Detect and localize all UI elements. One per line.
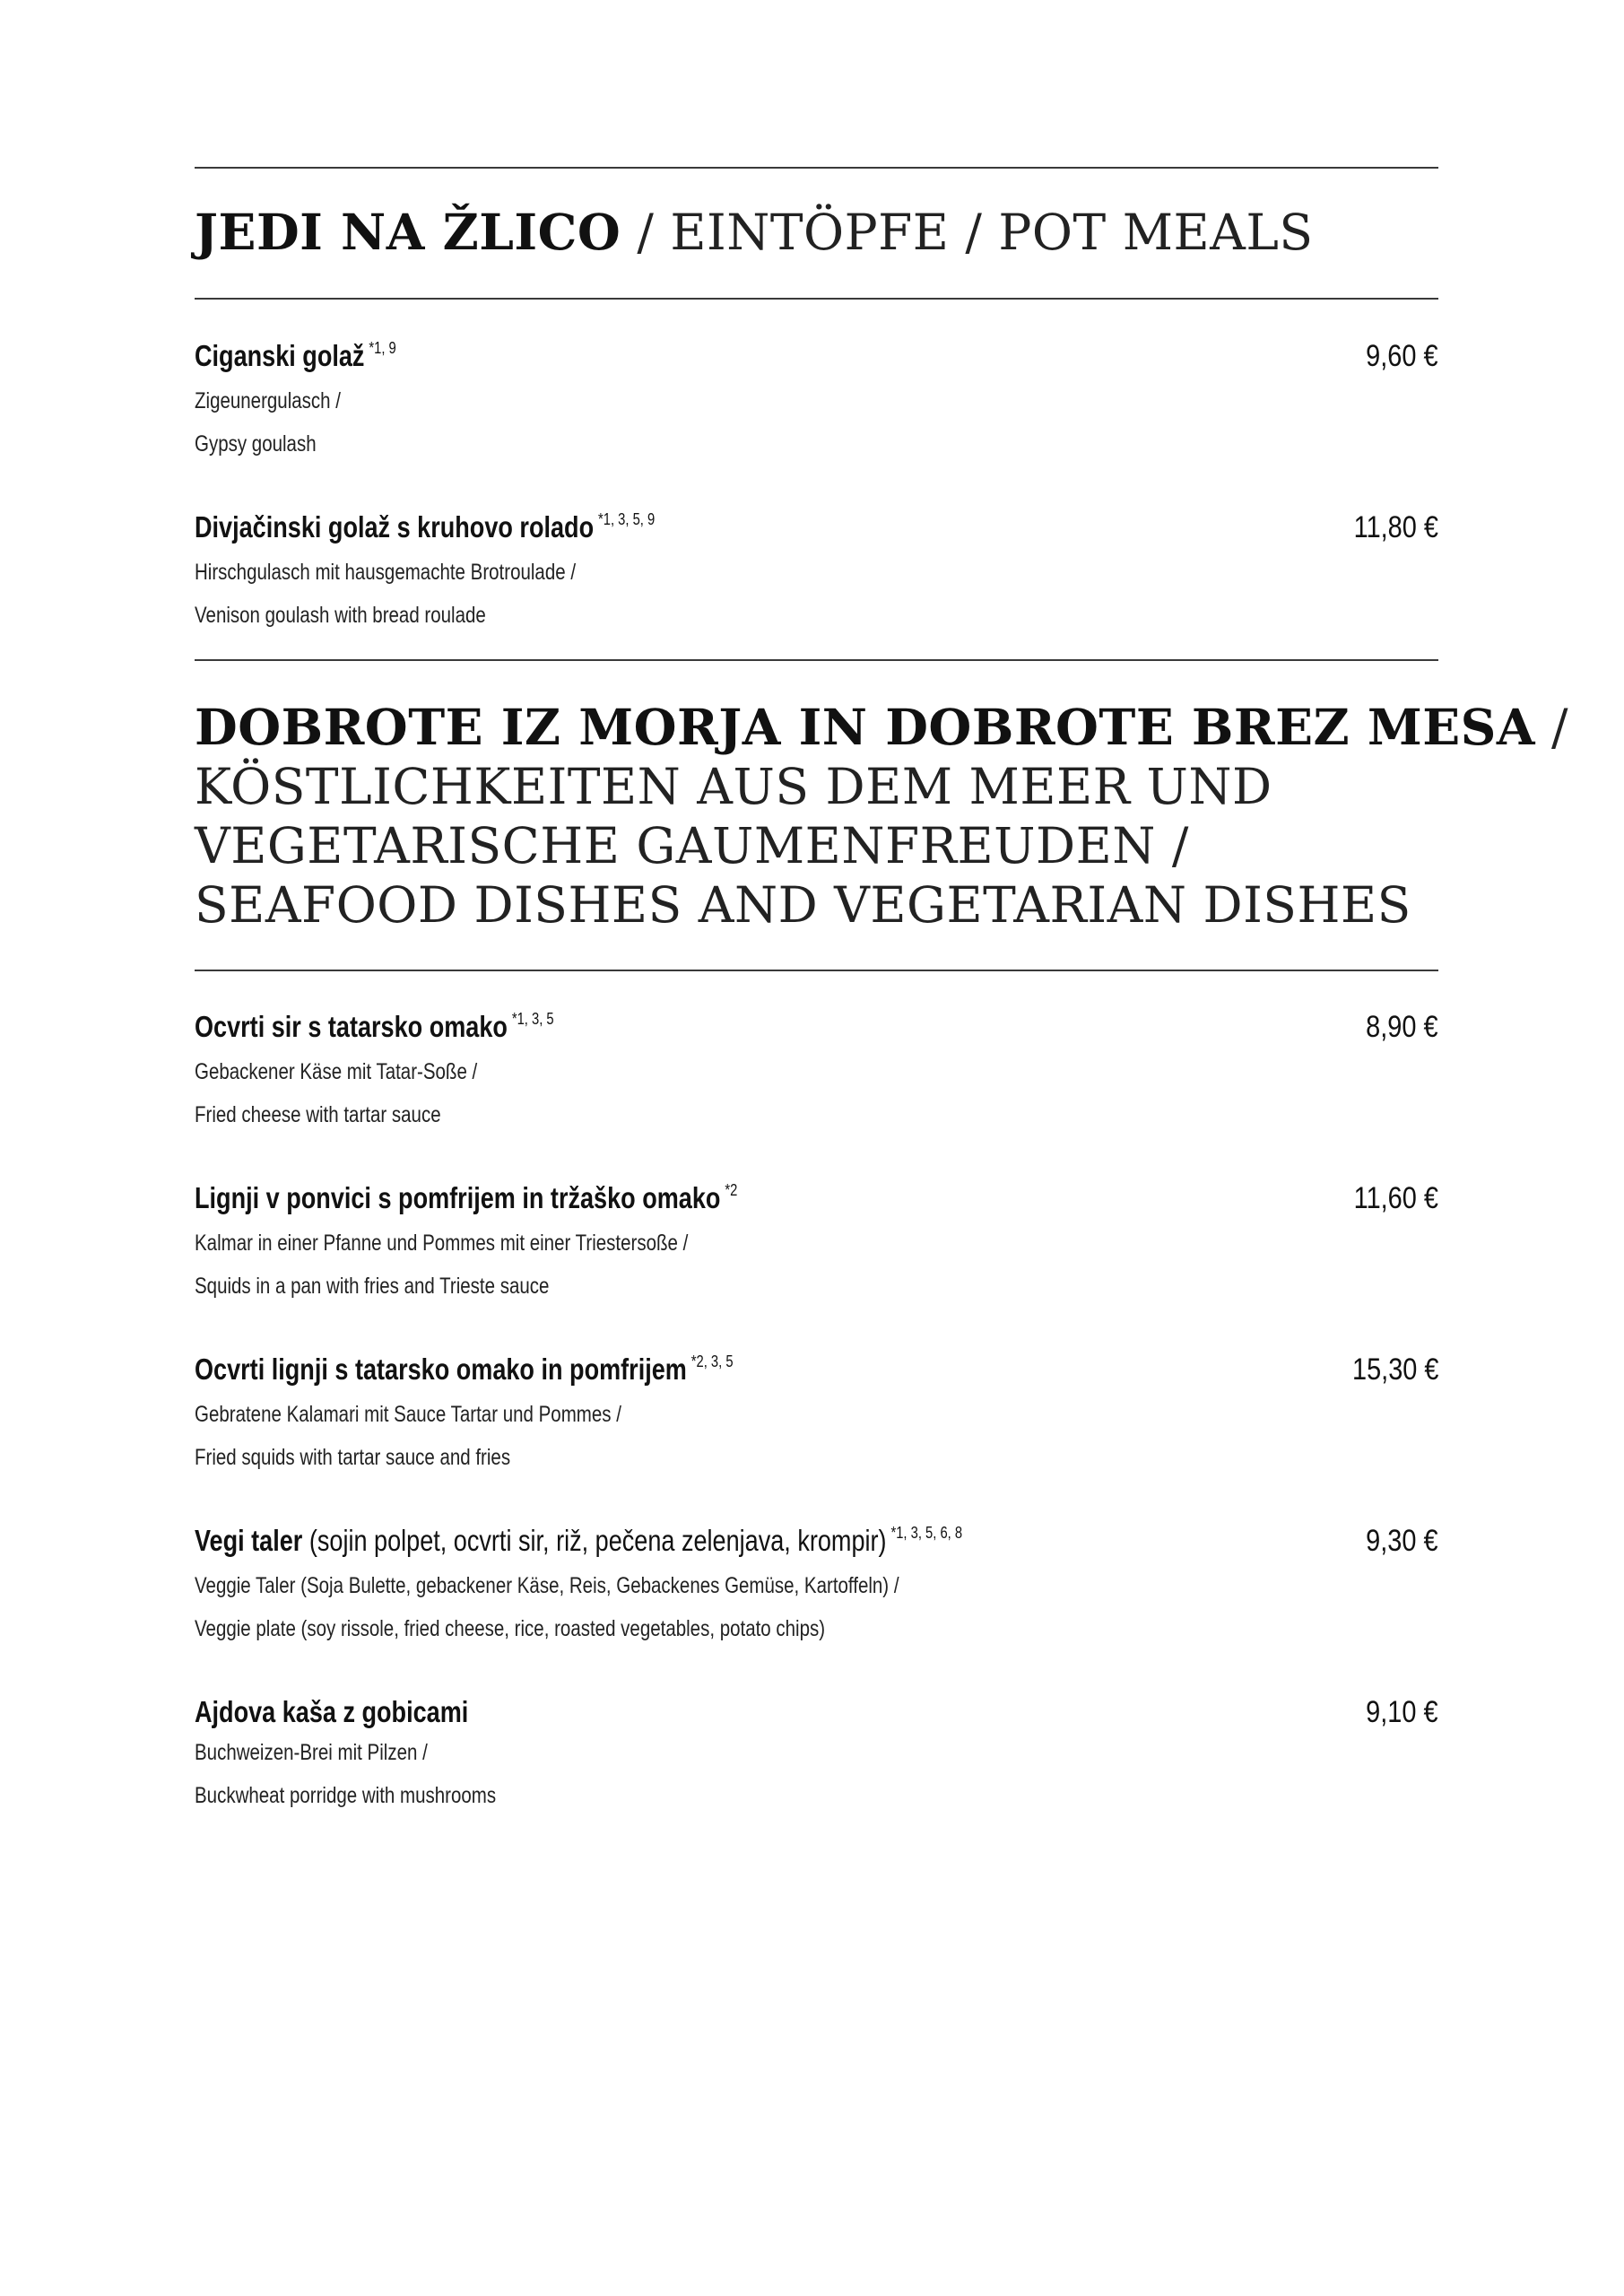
menu-item (195, 1522, 1438, 1650)
section-title-light: / (1535, 699, 1569, 756)
item-description-de: Gebackener Käse mit Tatar-Soße / (195, 1059, 478, 1084)
menu-item (195, 509, 1438, 637)
item-description-de: Kalmar in einer Pfanne und Pommes mit einer Triestersoße / (195, 1231, 689, 1256)
section-title-line: VEGETARISCHE GAUMENFREUDEN / (195, 817, 1189, 874)
allergen-codes: *1, 3, 5, 9 (598, 510, 656, 528)
menu-item (195, 1179, 1438, 1308)
allergen-codes: *1, 3, 5, 6, 8 (890, 1524, 963, 1542)
item-description-en: Veggie plate (soy rissole, fried cheese, rice, roasted vegetables, potato chips) (195, 1616, 826, 1641)
allergen-codes: *1, 9 (369, 339, 396, 357)
item-name: Vegi taler (sojin polpet, ocvrti sir, riž, pečena zelenjava, krompir) $^{*1, 3, 5, 6, 8}$ (195, 1524, 963, 1557)
item-price: 11,80 € (1353, 510, 1438, 544)
section-title-bold: DOBROTE IZ MORJA IN DOBROTE BREZ MESA (195, 698, 1536, 756)
item-description-de: Veggie Taler (Soja Bulette, gebackener Käse, Reis, Gebackenes Gemüse, Kartoffeln) / (195, 1573, 899, 1598)
allergen-codes: *2, 3, 5 (690, 1352, 734, 1370)
menu-item (195, 1008, 1438, 1136)
divider (195, 659, 1438, 661)
item-price: 15,30 € (1351, 1352, 1438, 1387)
allergen-codes: *2 (725, 1181, 738, 1199)
menu-item (195, 1351, 1438, 1479)
menu-item (195, 1693, 1438, 1817)
item-name: Ocvrti sir s tatarsko omako $^{*1, 3, 5}$ (195, 1010, 554, 1043)
item-name: Ajdova kaša z gobicami (195, 1695, 469, 1728)
section-title-line: SEAFOOD DISHES AND VEGETARIAN DISHES (195, 876, 1411, 934)
item-description-de: Gebratene Kalamari mit Sauce Tartar und Pommes / (195, 1402, 621, 1427)
item-description-en: Buckwheat porridge with mushrooms (195, 1783, 497, 1808)
item-description-en: Gypsy goulash (195, 431, 317, 457)
item-price: 11,60 € (1353, 1181, 1438, 1215)
section-title-bold: JEDI NA ŽLICO (195, 203, 621, 261)
divider (195, 298, 1438, 300)
section-title-pot-meals (195, 203, 1314, 262)
item-description-de: Buchweizen-Brei mit Pilzen / (195, 1740, 428, 1765)
item-description-de: Zigeunergulasch / (195, 388, 341, 413)
item-name: Lignji v ponvici s pomfrijem in tržaško omako $^{*2}$ (195, 1181, 738, 1214)
item-price: 9,30 € (1366, 1524, 1438, 1558)
divider (195, 970, 1438, 971)
menu-item (195, 337, 1438, 465)
item-description-en: Fried cheese with tartar sauce (195, 1102, 441, 1127)
item-price: 8,90 € (1366, 1010, 1438, 1044)
item-description-de: Hirschgulasch mit hausgemachte Brotroulade / (195, 560, 577, 585)
item-note: (sojin polpet, ocvrti sir, riž, pečena zelenjava, krompir) (302, 1524, 887, 1557)
section-title-line: KÖSTLICHKEITEN AUS DEM MEER UND (195, 758, 1272, 815)
allergen-codes: *1, 3, 5 (511, 1010, 554, 1028)
item-description-en: Venison goulash with bread roulade (195, 603, 486, 628)
item-name: Divjačinski golaž s kruhovo rolado $^{*1, 3, 5, 9}$ (195, 510, 656, 544)
item-description-en: Fried squids with tartar sauce and fries (195, 1445, 511, 1470)
divider (195, 167, 1438, 169)
section-title-line (195, 698, 1568, 757)
item-price: 9,60 € (1366, 339, 1438, 373)
item-description-en: Squids in a pan with fries and Trieste sauce (195, 1274, 550, 1299)
item-name: Ocvrti lignji s tatarsko omako in pomfrijem $^{*2, 3, 5}$ (195, 1352, 734, 1386)
item-name: Ciganski golaž $^{*1, 9}$ (195, 339, 396, 372)
section-title-light: / EINTÖPFE / POT MEALS (621, 204, 1314, 261)
section-title-seafood-vegetarian (195, 698, 1568, 935)
item-price: 9,10 € (1366, 1695, 1438, 1729)
